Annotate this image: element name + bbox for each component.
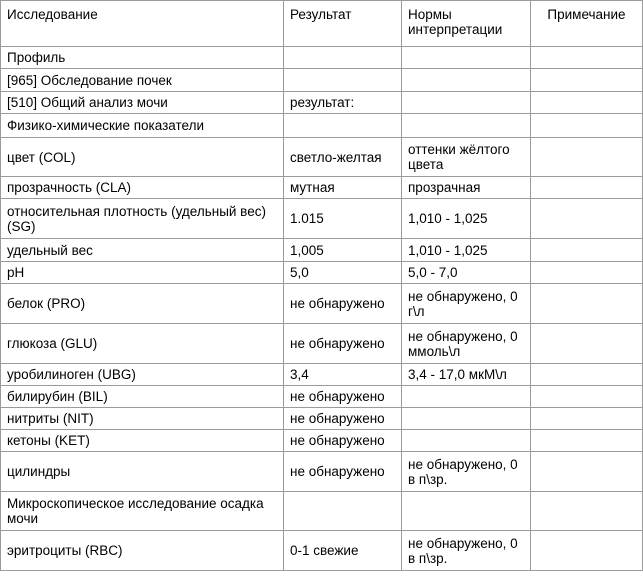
note-value [531, 177, 643, 199]
norm-value: 5,0 - 7,0 [402, 262, 531, 284]
table-row [1, 284, 643, 324]
study-name: [510] Общий анализ мочи [1, 92, 284, 114]
study-name: [965] Обследование почек [1, 69, 284, 92]
note-value [531, 47, 643, 69]
note-value [531, 492, 643, 531]
study-name: pH [1, 262, 284, 284]
note-value [531, 239, 643, 262]
table-row [1, 452, 643, 492]
table-row [1, 199, 643, 239]
study-name: эритроциты (RBC) [1, 531, 284, 571]
result-value: 0-1 свежие [284, 531, 402, 571]
note-value [531, 364, 643, 386]
header-note: Примечание [531, 1, 643, 47]
note-value [531, 138, 643, 177]
norm-value [402, 492, 531, 531]
note-value [531, 284, 643, 324]
table-row [1, 364, 643, 386]
table-row [1, 47, 643, 69]
result-value: светло-желтая [284, 138, 402, 177]
table-row [1, 69, 643, 92]
note-value [531, 408, 643, 430]
table-row [1, 386, 643, 408]
study-name: прозрачность (CLA) [1, 177, 284, 199]
norm-value: 1,010 - 1,025 [402, 199, 531, 239]
header-study: Исследование [1, 1, 284, 47]
norm-value: 3,4 - 17,0 мкМ\л [402, 364, 531, 386]
norm-value [402, 408, 531, 430]
result-value: не обнаружено [284, 430, 402, 452]
norm-value: не обнаружено, 0 в п\зр. [402, 452, 531, 492]
note-value [531, 386, 643, 408]
table-row [1, 138, 643, 177]
result-value: результат: [284, 92, 402, 114]
norm-value [402, 386, 531, 408]
study-name: цилиндры [1, 452, 284, 492]
table-row [1, 531, 643, 571]
result-value: 1.015 [284, 199, 402, 239]
norm-value [402, 47, 531, 69]
table-row [1, 408, 643, 430]
table-row [1, 492, 643, 531]
norm-value [402, 430, 531, 452]
note-value [531, 199, 643, 239]
result-value: мутная [284, 177, 402, 199]
study-name: уробилиноген (UBG) [1, 364, 284, 386]
table-row [1, 430, 643, 452]
study-name: Профиль [1, 47, 284, 69]
table-row [1, 262, 643, 284]
result-value: 1,005 [284, 239, 402, 262]
note-value [531, 430, 643, 452]
header-norms: Нормы интерпретации [402, 1, 531, 47]
note-value [531, 69, 643, 92]
note-value [531, 262, 643, 284]
result-value: не обнаружено [284, 386, 402, 408]
note-value [531, 324, 643, 364]
study-name: цвет (COL) [1, 138, 284, 177]
study-name: удельный вес [1, 239, 284, 262]
result-value [284, 114, 402, 138]
note-value [531, 92, 643, 114]
study-name: билирубин (BIL) [1, 386, 284, 408]
norm-value: прозрачная [402, 177, 531, 199]
study-name: кетоны (KET) [1, 430, 284, 452]
norm-value [402, 92, 531, 114]
table-row [1, 324, 643, 364]
study-name: нитриты (NIT) [1, 408, 284, 430]
norm-value [402, 114, 531, 138]
result-value [284, 492, 402, 531]
result-value [284, 69, 402, 92]
result-value: 3,4 [284, 364, 402, 386]
table-row [1, 114, 643, 138]
header-result: Результат [284, 1, 402, 47]
study-name: Микроскопическое исследование осадка мочи [1, 492, 284, 531]
norm-value: 1,010 - 1,025 [402, 239, 531, 262]
norm-value: не обнаружено, 0 в п\зр. [402, 531, 531, 571]
result-value [284, 47, 402, 69]
norm-value: оттенки жёлтого цвета [402, 138, 531, 177]
norm-value [402, 69, 531, 92]
norm-value: не обнаружено, 0 ммоль\л [402, 324, 531, 364]
table-row [1, 239, 643, 262]
note-value [531, 114, 643, 138]
study-name: глюкоза (GLU) [1, 324, 284, 364]
result-value: не обнаружено [284, 452, 402, 492]
study-name: белок (PRO) [1, 284, 284, 324]
result-value: 5,0 [284, 262, 402, 284]
study-name: Физико-химические показатели [1, 114, 284, 138]
result-value: не обнаружено [284, 284, 402, 324]
table-row [1, 92, 643, 114]
result-value: не обнаружено [284, 324, 402, 364]
note-value [531, 531, 643, 571]
result-value: не обнаружено [284, 408, 402, 430]
note-value [531, 452, 643, 492]
table-header-row [1, 1, 643, 47]
table-row [1, 177, 643, 199]
study-name: относительная плотность (удельный вес) (SG) [1, 199, 284, 239]
norm-value: не обнаружено, 0 г\л [402, 284, 531, 324]
